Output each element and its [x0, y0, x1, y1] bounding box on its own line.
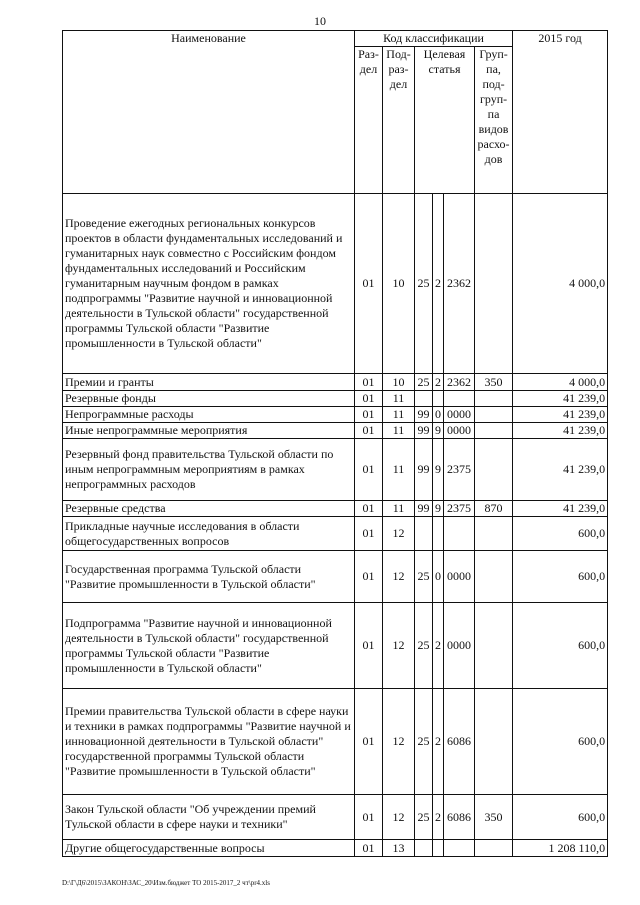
cell-cs2: 0 [433, 407, 444, 423]
cell-amount: 600,0 [513, 795, 608, 840]
table-row [63, 374, 608, 391]
cell-podrazdel: 12 [383, 551, 415, 603]
cell-amount: 600,0 [513, 689, 608, 795]
cell-cs1 [415, 840, 433, 857]
cell-razdel: 01 [355, 391, 383, 407]
cell-cs2 [433, 517, 444, 551]
cell-cs1: 99 [415, 439, 433, 501]
cell-podrazdel: 12 [383, 603, 415, 689]
cell-razdel: 01 [355, 795, 383, 840]
cell-vr [475, 603, 513, 689]
cell-razdel: 01 [355, 501, 383, 517]
cell-podrazdel: 11 [383, 423, 415, 439]
cell-name: Непрограммные расходы [63, 407, 355, 423]
cell-name: Прикладные научные исследования в области общегосударственных вопросов [63, 517, 355, 551]
cell-amount: 41 239,0 [513, 391, 608, 407]
page-number: 10 [314, 14, 326, 28]
cell-cs3: 0000 [444, 603, 475, 689]
cell-vr [475, 689, 513, 795]
header-name: Наименование [63, 31, 355, 194]
table-row [63, 391, 608, 407]
cell-cs1: 25 [415, 551, 433, 603]
header-podrazdel: Под- раз- дел [383, 47, 415, 194]
cell-vr [475, 391, 513, 407]
cell-vr: 350 [475, 374, 513, 391]
cell-cs2: 0 [433, 551, 444, 603]
cell-cs3: 6086 [444, 689, 475, 795]
cell-cs3 [444, 840, 475, 857]
cell-vr [475, 439, 513, 501]
cell-podrazdel: 10 [383, 194, 415, 374]
cell-vr: 870 [475, 501, 513, 517]
cell-cs3: 2362 [444, 194, 475, 374]
table-row [63, 407, 608, 423]
cell-cs3 [444, 517, 475, 551]
cell-cs3: 2375 [444, 439, 475, 501]
file-path-footer: D:\Г\Д6\2015\ЗАКОН\ЗАС_20\Изм.бюджет ТО 2015-2017_2 чт\pr4.xls [62, 879, 270, 887]
cell-name: Закон Тульской области "Об учреждении премий Тульской области в сфере науки и техники" [63, 795, 355, 840]
cell-cs1: 99 [415, 423, 433, 439]
cell-razdel: 01 [355, 439, 383, 501]
cell-vr [475, 194, 513, 374]
cell-cs1: 99 [415, 407, 433, 423]
cell-amount: 41 239,0 [513, 501, 608, 517]
cell-name: Резервный фонд правительства Тульской области по иным непрограммным мероприятиям в рамках непрограммных расходов [63, 439, 355, 501]
cell-amount: 4 000,0 [513, 194, 608, 374]
cell-cs2: 9 [433, 439, 444, 501]
table-row [63, 603, 608, 689]
cell-vr [475, 840, 513, 857]
cell-amount: 600,0 [513, 517, 608, 551]
cell-name: Премии правительства Тульской области в сфере науки и техники в рамках подпрограммы "Развитие научной и инновационной деятельности в Тульской области" государственной программы Тульской области "Развитие промышленности в Тульской области" [63, 689, 355, 795]
cell-amount: 41 239,0 [513, 439, 608, 501]
cell-vr [475, 407, 513, 423]
cell-podrazdel: 11 [383, 501, 415, 517]
cell-cs1: 25 [415, 603, 433, 689]
table-row [63, 689, 608, 795]
cell-cs2: 2 [433, 603, 444, 689]
header-code: Код классификации [355, 31, 513, 47]
cell-vr [475, 423, 513, 439]
cell-razdel: 01 [355, 603, 383, 689]
cell-razdel: 01 [355, 423, 383, 439]
cell-vr [475, 551, 513, 603]
table-row [63, 517, 608, 551]
cell-name: Подпрограмма "Развитие научной и инновационной деятельности в Тульской области" государственной программы Тульской области "Развитие промышленности в Тульской области" [63, 603, 355, 689]
table-row [63, 551, 608, 603]
cell-podrazdel: 11 [383, 391, 415, 407]
cell-cs3: 0000 [444, 551, 475, 603]
cell-cs2: 2 [433, 194, 444, 374]
cell-amount: 600,0 [513, 603, 608, 689]
cell-razdel: 01 [355, 689, 383, 795]
cell-razdel: 01 [355, 517, 383, 551]
cell-razdel: 01 [355, 194, 383, 374]
cell-cs1 [415, 391, 433, 407]
cell-name: Резервные средства [63, 501, 355, 517]
cell-vr [475, 517, 513, 551]
table-row [63, 423, 608, 439]
cell-razdel: 01 [355, 407, 383, 423]
cell-amount: 41 239,0 [513, 407, 608, 423]
header-gruppa: Груп- па, под- груп- па видов расхо- дов [475, 47, 513, 194]
table-row [63, 194, 608, 374]
cell-cs3: 6086 [444, 795, 475, 840]
cell-podrazdel: 11 [383, 407, 415, 423]
cell-name: Резервные фонды [63, 391, 355, 407]
table-row [63, 501, 608, 517]
cell-name: Иные непрограммные мероприятия [63, 423, 355, 439]
cell-cs2: 2 [433, 374, 444, 391]
table-body [63, 194, 608, 857]
cell-podrazdel: 11 [383, 439, 415, 501]
cell-cs1: 25 [415, 374, 433, 391]
cell-cs1: 99 [415, 501, 433, 517]
table-row [63, 439, 608, 501]
cell-podrazdel: 12 [383, 795, 415, 840]
cell-cs1: 25 [415, 689, 433, 795]
cell-amount: 600,0 [513, 551, 608, 603]
cell-cs3: 0000 [444, 423, 475, 439]
cell-cs2 [433, 840, 444, 857]
cell-cs2: 2 [433, 689, 444, 795]
cell-podrazdel: 10 [383, 374, 415, 391]
header-celevaya: Целевая статья [415, 47, 475, 194]
cell-amount: 1 208 110,0 [513, 840, 608, 857]
cell-cs2: 9 [433, 501, 444, 517]
cell-cs1: 25 [415, 795, 433, 840]
cell-vr: 350 [475, 795, 513, 840]
cell-cs3 [444, 391, 475, 407]
cell-razdel: 01 [355, 374, 383, 391]
cell-podrazdel: 12 [383, 689, 415, 795]
table-row [63, 795, 608, 840]
cell-cs2: 2 [433, 795, 444, 840]
cell-razdel: 01 [355, 551, 383, 603]
cell-amount: 4 000,0 [513, 374, 608, 391]
cell-cs1 [415, 517, 433, 551]
cell-name: Премии и гранты [63, 374, 355, 391]
cell-podrazdel: 13 [383, 840, 415, 857]
cell-cs3: 2375 [444, 501, 475, 517]
cell-podrazdel: 12 [383, 517, 415, 551]
cell-name: Другие общегосударственные вопросы [63, 840, 355, 857]
cell-cs1: 25 [415, 194, 433, 374]
header-razdel: Раз- дел [355, 47, 383, 194]
cell-cs2 [433, 391, 444, 407]
cell-cs2: 9 [433, 423, 444, 439]
cell-amount: 41 239,0 [513, 423, 608, 439]
header-row [63, 31, 608, 47]
cell-razdel: 01 [355, 840, 383, 857]
budget-table [62, 30, 608, 857]
header-year: 2015 год [513, 31, 608, 194]
cell-cs3: 2362 [444, 374, 475, 391]
cell-cs3: 0000 [444, 407, 475, 423]
cell-name: Государственная программа Тульской области "Развитие промышленности в Тульской области" [63, 551, 355, 603]
table-row [63, 840, 608, 857]
cell-name: Проведение ежегодных региональных конкурсов проектов в области фундаментальных исследований и гуманитарных наук совместно с Российским фондом фундаментальных исследований и Российским гуманитарным научным фондом в рамках подпрограммы "Развитие научной и инновационной деятельности в Тульской области" государственной программы Тульской области "Развитие промышленности в Тульской области" [63, 194, 355, 374]
